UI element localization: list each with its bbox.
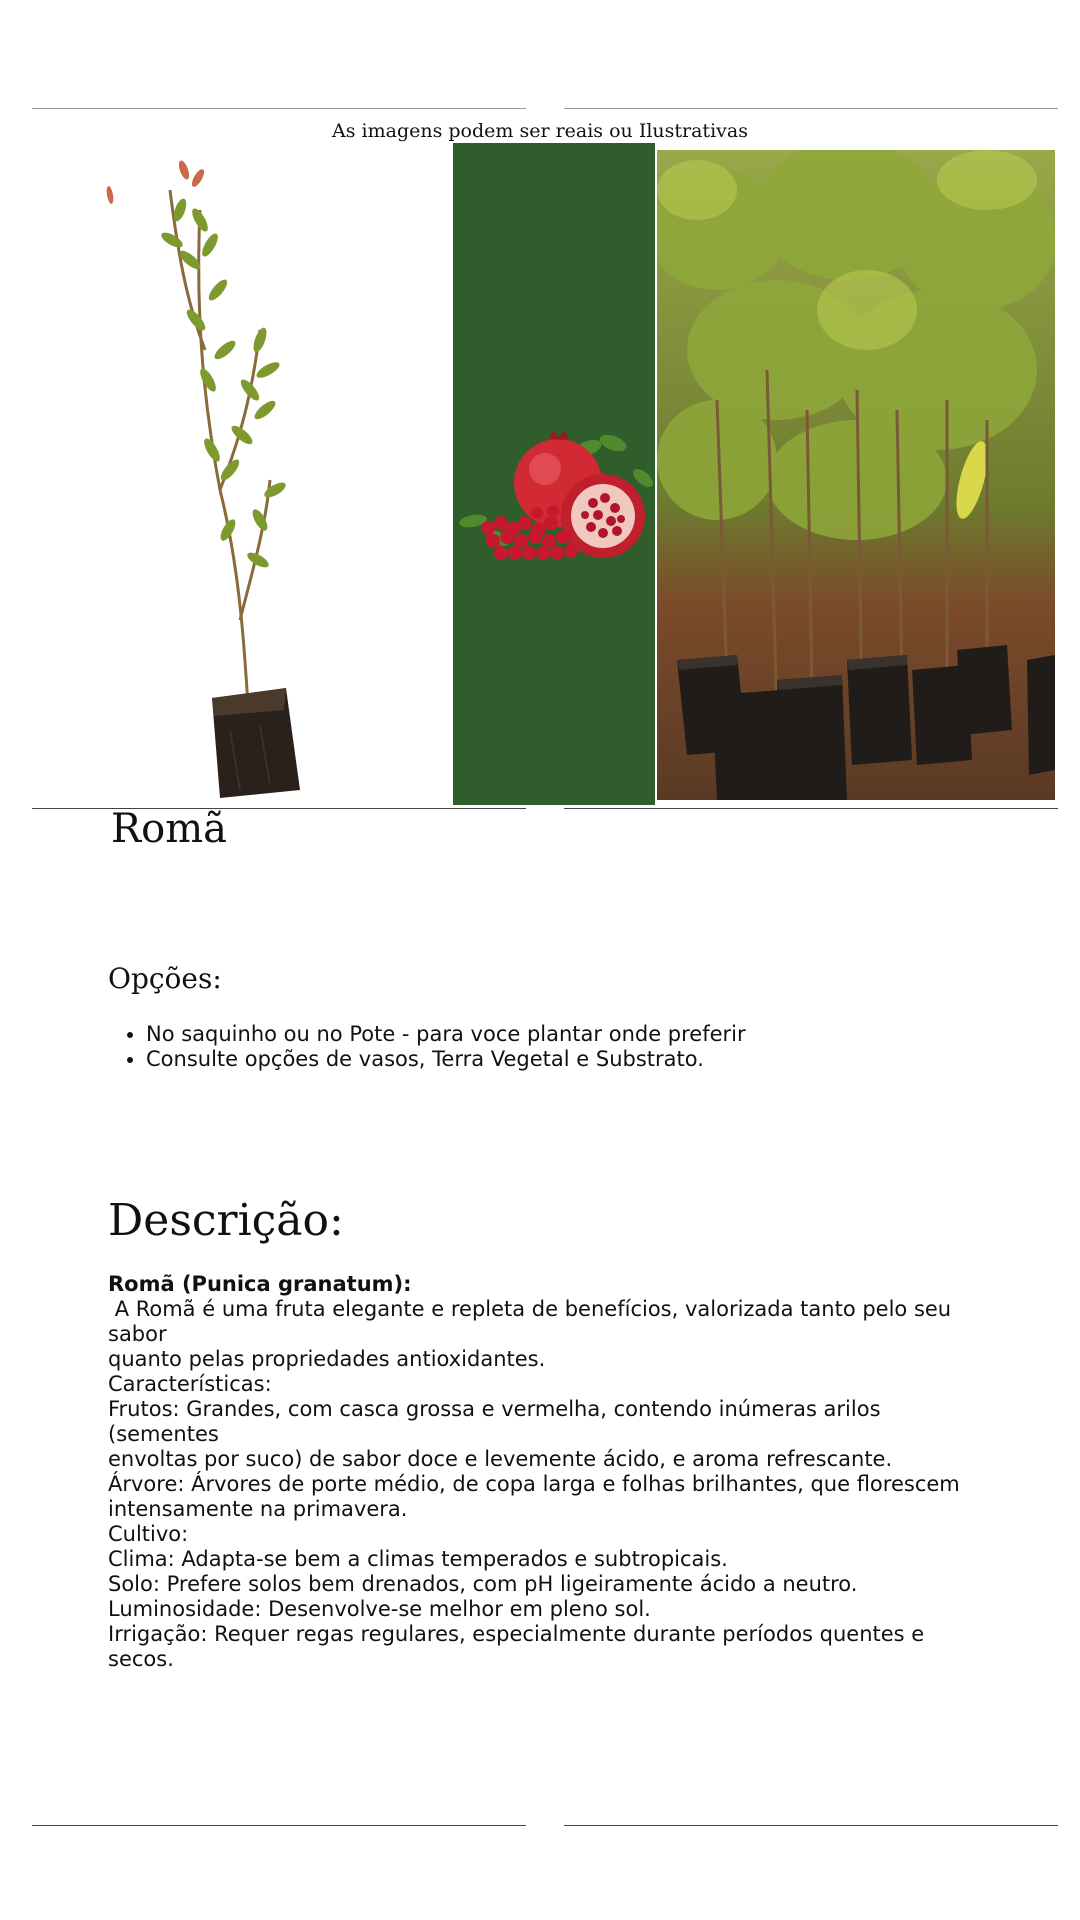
description-heading: Descrição:	[108, 1195, 344, 1246]
options-list	[108, 1022, 746, 1072]
top-rule-right	[564, 108, 1058, 109]
description-line: intensamente na primavera.	[108, 1497, 408, 1521]
description-line: Cultivo:	[108, 1522, 189, 1546]
options-heading: Opções:	[108, 962, 222, 995]
top-rule-left	[32, 108, 526, 109]
description-line: Clima: Adapta-se bem a climas temperados e subtropicais.	[108, 1547, 728, 1571]
footer-rule-left	[32, 1825, 526, 1826]
description-line: Luminosidade: Desenvolve-se melhor em pleno sol.	[108, 1597, 651, 1621]
description-line: A Romã é uma fruta elegante e repleta de benefícios, valorizada tanto pelo seu sabor	[108, 1297, 958, 1346]
option-item: • No saquinho ou no Pote - para voce plantar onde preferir	[146, 1022, 746, 1047]
image-disclaimer: As imagens podem ser reais ou Ilustrativas	[332, 120, 748, 142]
description-line: Frutos: Grandes, com casca grossa e vermelha, contendo inúmeras arilos (sementes	[108, 1397, 888, 1446]
description-body	[108, 1272, 988, 1672]
option-item: • Consulte opções de vasos, Terra Vegetal e Substrato.	[146, 1047, 746, 1072]
gallery-bottom-rule-right	[564, 808, 1058, 809]
description-line: envoltas por suco) de sabor doce e levemente ácido, e aroma refrescante.	[108, 1447, 893, 1471]
gallery-bottom-rule-left	[32, 808, 526, 809]
description-line: quanto pelas propriedades antioxidantes.	[108, 1347, 546, 1371]
green-banner	[453, 143, 655, 805]
description-line: Solo: Prefere solos bem drenados, com pH ligeiramente ácido a neutro.	[108, 1572, 858, 1596]
description-line: Irrigação: Requer regas regulares, especialmente durante períodos quentes e secos.	[108, 1622, 931, 1671]
description-line: Árvore: Árvores de porte médio, de copa larga e folhas brilhantes, que florescem	[108, 1472, 960, 1496]
footer-rule-right	[564, 1825, 1058, 1826]
product-title: Romã	[111, 806, 227, 852]
description-line: Características:	[108, 1372, 272, 1396]
nursery-photo	[657, 150, 1055, 800]
description-subtitle: Romã (Punica granatum):	[108, 1272, 412, 1296]
seedling-image	[100, 150, 340, 800]
